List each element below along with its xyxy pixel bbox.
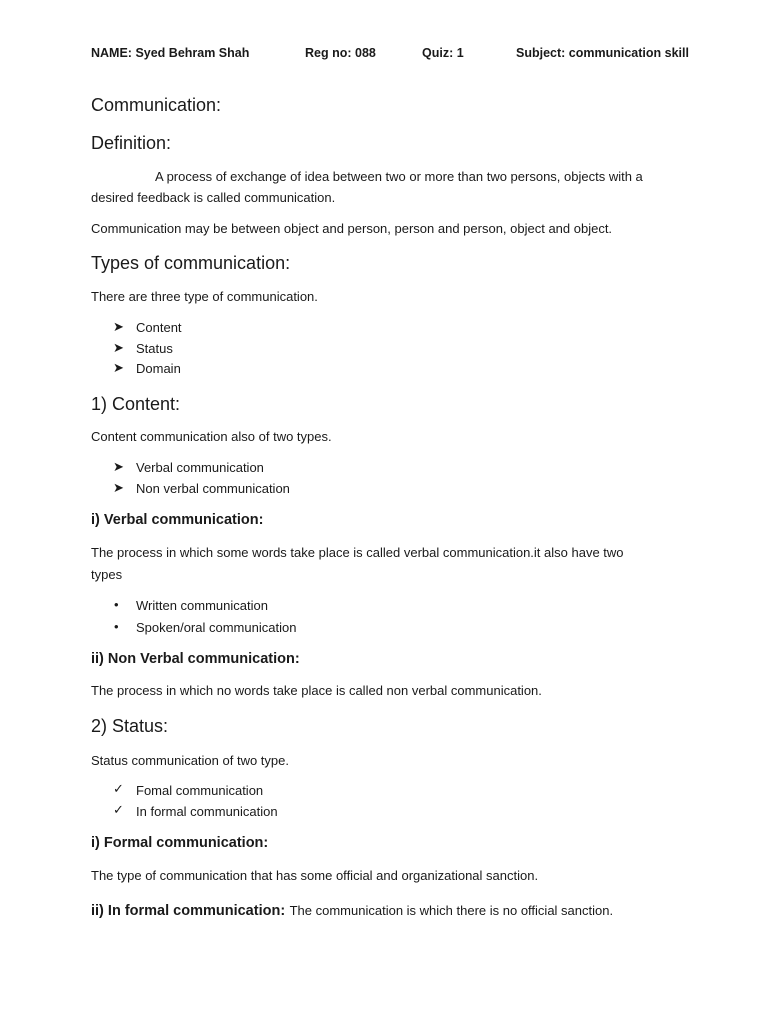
content-intro-paragraph: Content communication also of two types. — [91, 429, 332, 444]
definition-line-2: desired feedback is called communication. — [91, 190, 336, 205]
bullet-dot-icon: • — [114, 597, 119, 612]
checkmark-icon: ✓ — [113, 802, 124, 817]
heading-verbal: i) Verbal communication: — [91, 512, 264, 528]
list-item: Spoken/oral communication — [136, 620, 297, 635]
heading-formal: i) Formal communication: — [91, 835, 269, 851]
bullet-dot-icon: • — [114, 619, 119, 634]
between-paragraph: Communication may be between object and person, person and person, object and object. — [91, 221, 613, 236]
informal-paragraph: The communication is which there is no official sanction. — [289, 903, 614, 918]
heading-content: 1) Content: — [91, 394, 181, 414]
header-quiz: Quiz: 1 — [422, 46, 464, 60]
header-subject: Subject: communication skill — [516, 46, 689, 60]
list-item: Verbal communication — [136, 460, 264, 475]
heading-nonverbal: ii) Non Verbal communication: — [91, 651, 300, 667]
status-intro-paragraph: Status communication of two type. — [91, 753, 289, 768]
heading-informal: ii) In formal communication: — [91, 903, 286, 919]
arrow-bullet-icon: ➤ — [113, 340, 124, 355]
list-item: Domain — [136, 361, 181, 376]
heading-status: 2) Status: — [91, 716, 169, 736]
list-item: In formal communication — [136, 804, 278, 819]
formal-paragraph: The type of communication that has some official and organizational sanction. — [91, 868, 539, 883]
arrow-bullet-icon: ➤ — [113, 480, 124, 495]
definition-line-1: A process of exchange of idea between two or more than two persons, objects with a — [155, 169, 643, 184]
heading-types: Types of communication: — [91, 253, 291, 273]
header-reg-no: Reg no: 088 — [305, 46, 376, 60]
nonverbal-paragraph: The process in which no words take place is called non verbal communication. — [91, 683, 542, 698]
arrow-bullet-icon: ➤ — [113, 360, 124, 375]
header-name: NAME: Syed Behram Shah — [91, 46, 250, 60]
list-item: Status — [136, 341, 173, 356]
arrow-bullet-icon: ➤ — [113, 459, 124, 474]
arrow-bullet-icon: ➤ — [113, 319, 124, 334]
list-item: Non verbal communication — [136, 481, 290, 496]
checkmark-icon: ✓ — [113, 781, 124, 796]
list-item: Fomal communication — [136, 783, 264, 798]
list-item: Content — [136, 320, 182, 335]
verbal-line-2: types — [91, 567, 123, 582]
list-item: Written communication — [136, 598, 268, 613]
three-types-paragraph: There are three type of communication. — [91, 289, 318, 304]
heading-communication: Communication: — [91, 95, 222, 115]
verbal-line-1: The process in which some words take place is called verbal communication.it also have two — [91, 545, 624, 560]
informal-line — [91, 900, 613, 922]
heading-definition: Definition: — [91, 133, 172, 153]
